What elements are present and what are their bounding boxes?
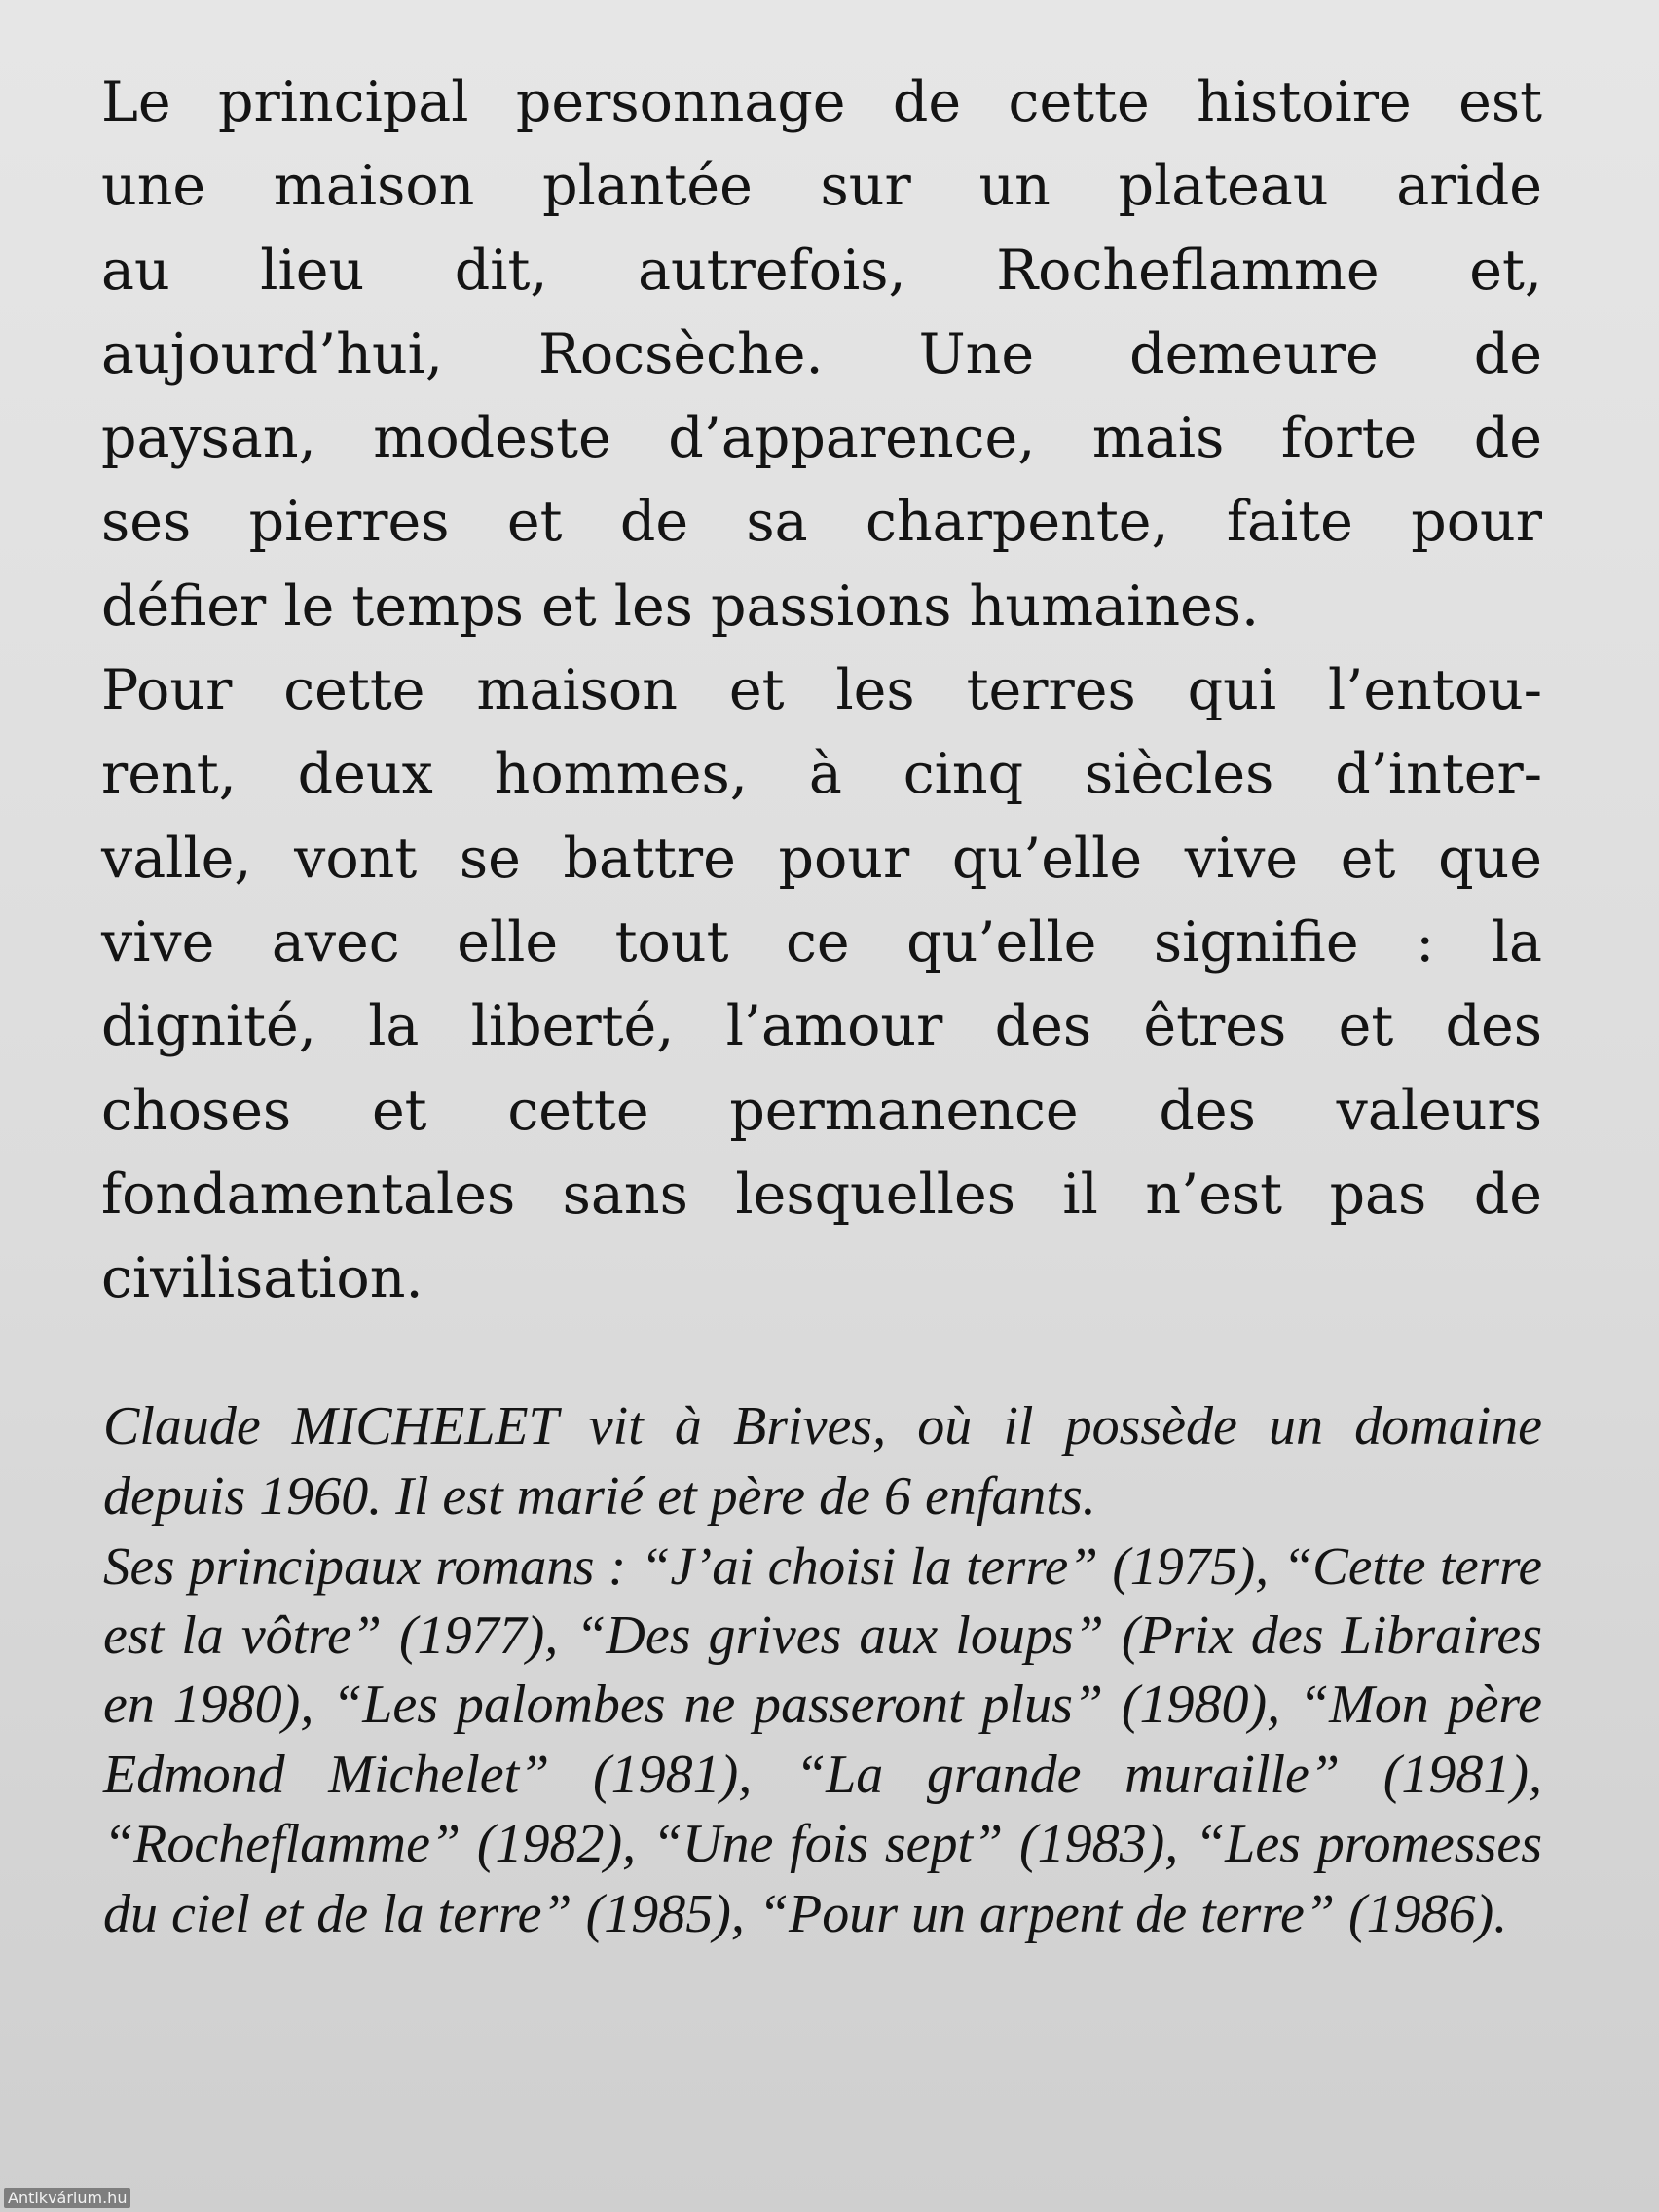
synopsis-line: aujourd’hui, Rocsèche. Une demeure de: [101, 321, 1542, 387]
bio-line: du ciel et de la terre” (1985), “Pour un arpent de terre” (1986).: [103, 1883, 1508, 1944]
synopsis-line: fondamentales sans lesquelles il n’est pas de: [101, 1161, 1542, 1227]
synopsis-line: Le principal personnage de cette histoire est: [101, 70, 1542, 134]
synopsis-line: une maison plantée sur un plateau aride: [101, 154, 1542, 219]
synopsis-line: Pour cette maison et les terres qui l’entou-: [101, 658, 1542, 723]
synopsis-line: valle, vont se battre pour qu’elle vive et que: [101, 826, 1542, 891]
synopsis-line: dignité, la liberté, l’amour des êtres et des: [101, 994, 1542, 1059]
bio-line: en 1980), “Les palombes ne passeront plus” (1980), “Mon père: [103, 1675, 1542, 1735]
synopsis-line: choses et cette permanence des valeurs: [101, 1078, 1542, 1143]
watermark-logo: Antikvárium.hu: [4, 2188, 130, 2208]
bio-line: Claude MICHELET vit à Brives, où il possède un domaine: [103, 1396, 1542, 1456]
bio-line: “Rocheflamme” (1982), “Une fois sept” (1983), “Les promesses: [103, 1814, 1542, 1874]
synopsis-line: défier le temps et les passions humaines.: [101, 573, 1260, 639]
synopsis-line: ses pierres et de sa charpente, faite pour: [101, 490, 1542, 555]
synopsis-line: vive avec elle tout ce qu’elle signifie : la: [101, 909, 1542, 975]
synopsis-line: rent, deux hommes, à cinq siècles d’inter-: [101, 742, 1542, 807]
author-bio-paragraph: [103, 1392, 1542, 1949]
synopsis-line: paysan, modeste d’apparence, mais forte de: [101, 406, 1542, 471]
bio-line: est la vôtre” (1977), “Des grives aux loups” (Prix des Libraires: [103, 1604, 1542, 1666]
synopsis-line: au lieu dit, autrefois, Rocheflamme et,: [101, 238, 1542, 303]
synopsis-line: civilisation.: [101, 1246, 424, 1311]
synopsis-paragraph: [101, 60, 1542, 1320]
bio-line: depuis 1960. Il est marié et père de 6 enfants.: [103, 1465, 1096, 1527]
bio-line: Edmond Michelet” (1981), “La grande muraille” (1981),: [103, 1744, 1542, 1805]
bio-line: Ses principaux romans : “J’ai choisi la terre” (1975), “Cette terre: [103, 1536, 1542, 1596]
